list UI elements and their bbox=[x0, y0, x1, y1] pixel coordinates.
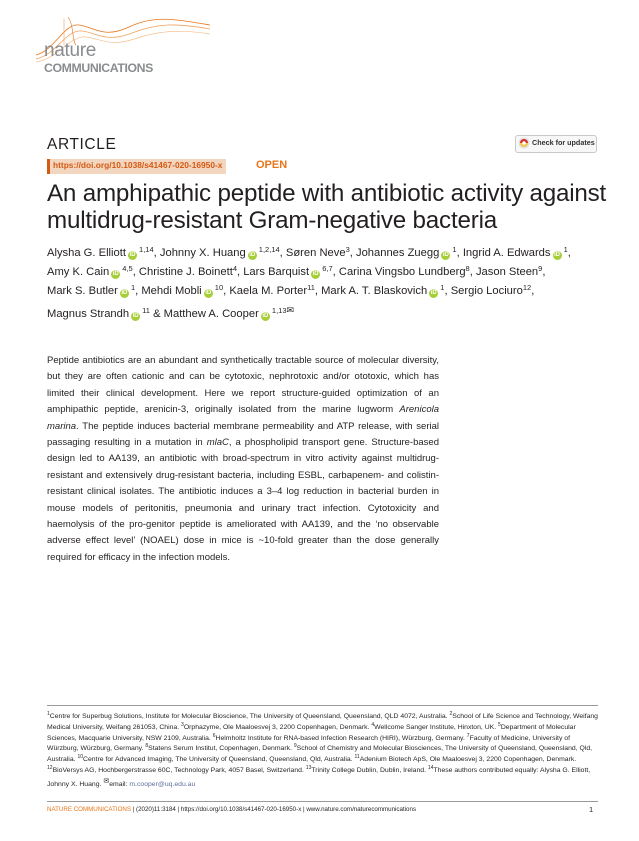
check-updates-icon bbox=[518, 137, 530, 149]
affiliation-text: Trinity College Dublin, Dublin, Ireland. bbox=[311, 766, 428, 774]
affiliation-number: 7 bbox=[466, 732, 470, 739]
affiliation-divider bbox=[47, 705, 598, 706]
author[interactable] bbox=[163, 305, 295, 321]
orcid-icon[interactable]: iD bbox=[205, 290, 212, 297]
abstract bbox=[47, 353, 439, 566]
orcid-icon[interactable]: iD bbox=[554, 252, 560, 258]
affiliation-number: 13 bbox=[305, 764, 312, 771]
journal-logo-nature: nature bbox=[44, 40, 97, 61]
orcid-icon[interactable]: iD bbox=[442, 252, 449, 258]
author-separator: , bbox=[279, 247, 286, 259]
author-separator: , bbox=[349, 247, 356, 259]
orcid-icon[interactable]: iD bbox=[112, 271, 119, 278]
article-title: An amphipathic peptide with antibiotic activity against multidrug-resistant Gram-negative bacteria bbox=[47, 180, 607, 234]
author[interactable] bbox=[286, 247, 350, 259]
author[interactable] bbox=[476, 266, 542, 278]
author[interactable] bbox=[451, 285, 531, 297]
affiliation-number: 6 bbox=[212, 732, 216, 739]
author[interactable] bbox=[339, 266, 470, 278]
author-affiliation-marker: 3 bbox=[345, 245, 350, 254]
author[interactable] bbox=[139, 266, 237, 278]
affiliation-number: 3 bbox=[181, 721, 184, 728]
abstract-text-1: Peptide antibiotics are an abundant and synthetically tractable source of molecular diversity, but they are often cationic and can be cytotoxic, nephrotoxic and/or ototoxic, which has limited their clinical development. Here we report structure-guided optimization of an amphipathic peptide, arenicin-3, originally isolated from the marine lugworm bbox=[47, 355, 439, 416]
affiliation-text: Helmholtz Institute for RNA-based Infection Research (HIRI), Würzburg, Germany. bbox=[215, 734, 467, 742]
author[interactable] bbox=[243, 266, 332, 278]
abstract-text-3: , a phospholipid transport gene. Structure-based design led to AA139, an antibiotic with broad-spectrum in vitro activity against multidrug-resistant and extensively drug-resistant bacteria, including ESBL, carbapenem- and colistin-resistant clinical isolates. The antibiotic induces a 3–4 log reduction in bacterial burden in mouse models of peritonitis, pneumonia and urinary tract infection. Cytotoxicity and haemolysis of the pro-genitor peptide is ameliorated with AA139, and the ‘no observable adverse effect level’ (NOAEL) dose in mice is ~10-fold greater than the dose generally required for efficacy in the infection models. bbox=[47, 437, 439, 563]
author-affiliation-marker: 1,2,14 bbox=[256, 245, 280, 254]
author-name: Matthew A. Cooper bbox=[163, 308, 259, 321]
affiliations bbox=[47, 712, 599, 791]
author-name: Magnus Strandh bbox=[47, 308, 130, 321]
author-separator: , bbox=[132, 266, 139, 279]
abstract-gene: mlaC bbox=[206, 437, 229, 449]
author-name: Johnny X. Huang bbox=[159, 247, 246, 259]
affiliation-text: These authors contributed equally: Alysha G. Elliott, Johnny X. Huang. bbox=[47, 766, 591, 788]
affiliation-text: School of Life Science and Technology, Weifang Medical University, Weifang 261053, China. bbox=[47, 713, 598, 731]
affiliation-text: Centre for Advanced Imaging, The University of Queensland, Queensland, Qld, Australia. bbox=[83, 756, 355, 764]
author-separator: , bbox=[314, 285, 322, 298]
affiliation-number: 2 bbox=[449, 711, 453, 717]
affiliation-text: Adenium Biotech ApS, Ole Maaloesvej 3, 2200 Copenhagen, Denmark. bbox=[359, 756, 577, 764]
author-separator: , bbox=[153, 247, 160, 259]
affiliation-text: Centre for Superbug Solutions, Institute for Molecular Bioscience, The University of Queensland, Queensland, QLD 4072, Australia. bbox=[49, 713, 450, 720]
author-name: Jason Steen bbox=[475, 266, 539, 279]
author-name: Kaela M. Porter bbox=[229, 285, 308, 298]
author-separator: , bbox=[223, 285, 230, 298]
author-separator: & bbox=[149, 308, 164, 321]
author-separator: , bbox=[456, 247, 463, 259]
author-affiliation-marker: 10 bbox=[212, 283, 224, 293]
author-affiliation-marker: 1 bbox=[450, 245, 457, 254]
author-separator: , bbox=[135, 285, 142, 298]
author[interactable] bbox=[160, 247, 280, 259]
author-affiliation-marker: 12 bbox=[522, 283, 532, 293]
affiliation-number: 1 bbox=[47, 711, 50, 717]
affiliation-text: Wellcome Sanger Institute, Hinxton, UK. bbox=[374, 723, 499, 731]
author[interactable] bbox=[321, 285, 444, 297]
author-affiliation-marker: 4,5 bbox=[120, 264, 133, 274]
author-separator: , bbox=[332, 266, 339, 279]
author-name: Carina Vingsbo Lundberg bbox=[338, 266, 466, 279]
email-link[interactable]: m.cooper@uq.edu.au bbox=[129, 780, 196, 788]
author-name: Sergio Lociuro bbox=[450, 285, 523, 298]
author-name: Amy K. Cain bbox=[47, 266, 110, 279]
author[interactable] bbox=[47, 247, 154, 259]
check-for-updates-label: Check for updates bbox=[532, 138, 595, 147]
author-separator: , bbox=[531, 285, 535, 298]
footer-journal: NATURE COMMUNICATIONS bbox=[47, 806, 131, 813]
author[interactable] bbox=[463, 247, 568, 259]
abstract-species: Arenicola marina bbox=[47, 404, 439, 432]
author-affiliation-marker: 1 bbox=[438, 283, 445, 293]
affiliation-text: Department of Molecular Sciences, Macquarie University, NSW 2109, Australia. bbox=[47, 723, 576, 742]
author-separator: , bbox=[444, 285, 451, 298]
author-affiliation-marker: 1 bbox=[561, 245, 568, 254]
author-list bbox=[47, 244, 607, 324]
affiliation-text: BioVersys AG, Hochbergerstrasse 60C, Technology Park, 4057 Basel, Switzerland. bbox=[52, 766, 306, 774]
article-type-label: ARTICLE bbox=[47, 136, 117, 153]
author-name: Alysha G. Elliott bbox=[47, 247, 126, 259]
envelope-icon: ✉ bbox=[103, 777, 110, 785]
affiliation-text: Orphazyme, Ole Maaloesvej 3, 2200 Copenhagen, Denmark. bbox=[183, 723, 372, 731]
affiliation-number: 8 bbox=[145, 743, 149, 750]
affiliation-number: 11 bbox=[354, 754, 360, 761]
affiliation-number: 4 bbox=[371, 721, 375, 728]
affiliation-number: 10 bbox=[77, 754, 83, 761]
author-affiliation-marker: 1,13 bbox=[269, 306, 287, 316]
affiliation-number: 12 bbox=[47, 764, 53, 771]
author-affiliation-marker: 4 bbox=[232, 264, 237, 274]
author-affiliation-marker: 1 bbox=[128, 283, 136, 293]
affiliation-number: 14 bbox=[427, 764, 434, 771]
author-separator: , bbox=[542, 266, 546, 279]
orcid-icon[interactable]: iD bbox=[129, 252, 136, 258]
doi-link[interactable]: https://doi.org/10.1038/s41467-020-16950-x bbox=[53, 160, 223, 170]
author-name: Christine J. Boinett bbox=[138, 266, 233, 279]
affiliation-text: Faculty of Medicine, University of Würzburg, Würzburg, Germany. bbox=[47, 734, 570, 753]
author-separator: , bbox=[469, 266, 476, 279]
email-label: email: bbox=[109, 780, 130, 788]
author[interactable] bbox=[141, 285, 223, 297]
orcid-icon[interactable]: iD bbox=[132, 313, 139, 320]
orcid-icon[interactable]: iD bbox=[249, 252, 256, 258]
author-affiliation-marker: 8 bbox=[465, 264, 470, 274]
affiliation-number: 5 bbox=[498, 721, 501, 728]
author-affiliation-marker: 11 bbox=[140, 306, 150, 316]
author[interactable] bbox=[47, 308, 150, 320]
author-affiliation-marker: 9 bbox=[538, 264, 543, 274]
footer-divider bbox=[47, 801, 598, 802]
author-name: Mehdi Mobli bbox=[141, 285, 202, 298]
affiliation-text: School of Chemistry and Molecular Biosciences, The University of Queensland, Queensland, Qld, Australia. bbox=[47, 745, 593, 764]
author-name: Mark S. Butler bbox=[47, 285, 118, 298]
envelope-icon[interactable]: ✉ bbox=[286, 305, 295, 316]
author-affiliation-marker: 6,7 bbox=[320, 264, 333, 274]
author-separator: , bbox=[236, 266, 244, 279]
orcid-icon[interactable]: iD bbox=[121, 290, 128, 297]
author-affiliation-marker: 1,14 bbox=[136, 245, 154, 254]
author[interactable] bbox=[47, 266, 133, 278]
footer-citation-text[interactable]: | (2020)11:3184 | https://doi.org/10.1038/s41467-020-16950-x | www.nature.com/naturecommunications bbox=[131, 806, 417, 813]
journal-logo-communications: COMMUNICATIONS bbox=[44, 61, 153, 75]
author-name: Søren Neve bbox=[285, 247, 346, 259]
orcid-icon[interactable]: iD bbox=[312, 271, 319, 278]
author-name: Johannes Zuegg bbox=[355, 247, 440, 259]
abstract-text-2: . The peptide induces bacterial membrane permeability and ATP release, with serial passaging resulting in a mutation in bbox=[47, 420, 439, 449]
author-name: Lars Barquist bbox=[243, 266, 310, 279]
orcid-icon[interactable]: iD bbox=[430, 290, 437, 297]
author[interactable] bbox=[229, 285, 315, 297]
open-access-label: OPEN bbox=[256, 159, 288, 171]
footer-citation bbox=[47, 807, 416, 813]
page-number: 1 bbox=[589, 805, 594, 814]
orcid-icon[interactable]: iD bbox=[262, 313, 269, 320]
author[interactable] bbox=[47, 285, 135, 297]
author[interactable] bbox=[356, 247, 457, 259]
author-affiliation-marker: 11 bbox=[307, 283, 315, 293]
affiliation-text: Statens Serum Institut, Copenhagen, Denmark. bbox=[148, 745, 294, 753]
author-name: Ingrid A. Edwards bbox=[462, 247, 551, 259]
author-separator: , bbox=[567, 247, 571, 259]
affiliation-number: 9 bbox=[293, 743, 297, 750]
author-name: Mark A. T. Blaskovich bbox=[321, 285, 428, 298]
